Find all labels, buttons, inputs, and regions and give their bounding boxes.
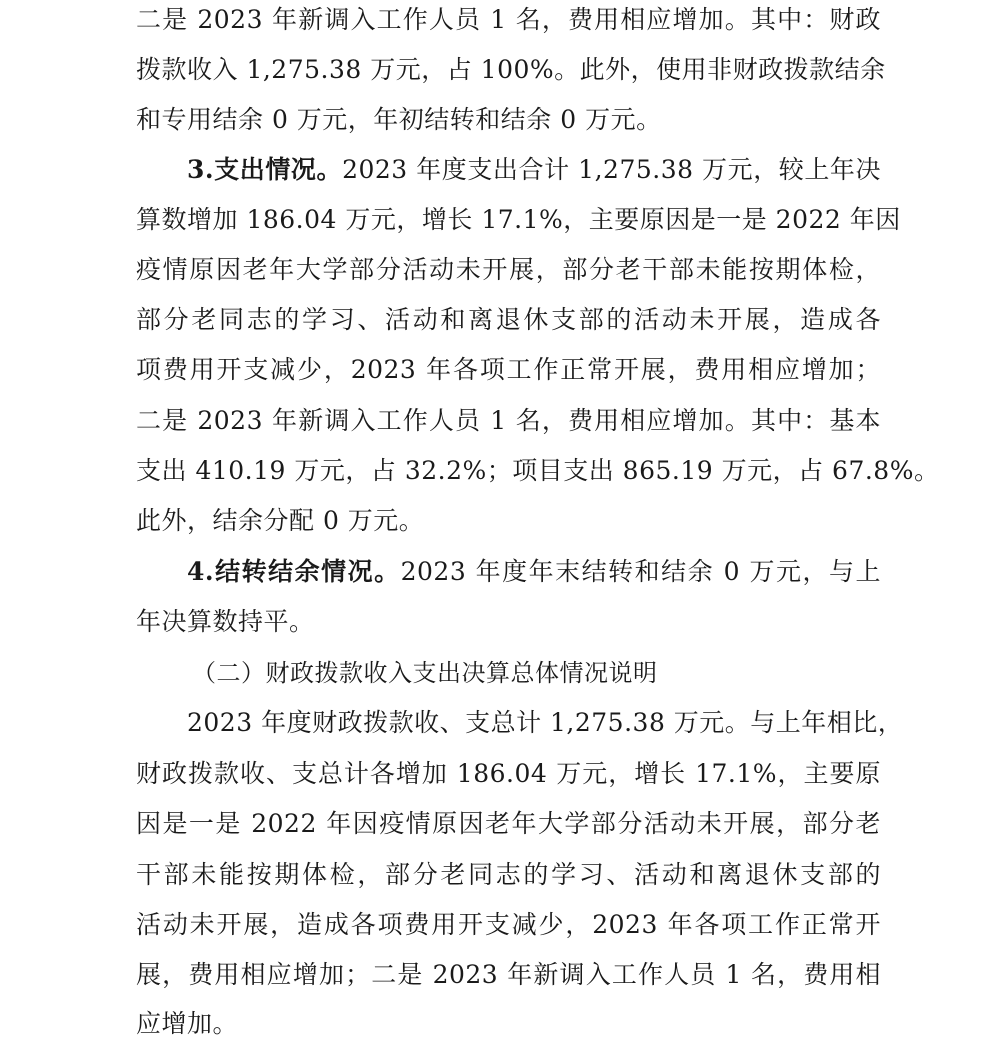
text-line: 应增加。 [136, 1009, 239, 1038]
text-line: 部分老同志的学习、活动和离退休支部的活动未开展，造成各 [136, 305, 881, 334]
text-line: 二是 2023 年新调入工作人员 1 名，费用相应增加。其中：基本 [136, 406, 881, 435]
text-line: 年决算数持平。 [136, 607, 315, 636]
carryover-first-line [187, 554, 881, 590]
text-line: 活动未开展，造成各项费用开支减少，2023 年各项工作正常开 [136, 910, 881, 939]
carryover-first-line-text: 2023 年度年末结转和结余 0 万元，与上 [400, 557, 881, 586]
text-line: 项费用开支减少，2023 年各项工作正常开展，费用相应增加； [136, 355, 881, 384]
expense-first-line-text: 2023 年度支出合计 1,275.38 万元，较上年决 [342, 155, 881, 184]
text-line: 二是 2023 年新调入工作人员 1 名，费用相应增加。其中：财政 [136, 5, 881, 34]
text-line: 干部未能按期体检，部分老同志的学习、活动和离退休支部的 [136, 860, 881, 889]
text-line: 展，费用相应增加；二是 2023 年新调入工作人员 1 名，费用相 [136, 960, 881, 989]
text-line: 疫情原因老年大学部分活动未开展，部分老干部未能按期体检， [136, 255, 881, 284]
text-line: 此外，结余分配 0 万元。 [136, 506, 425, 535]
carryover-heading: 4.结转结余情况。 [187, 557, 401, 586]
text-line: 因是一是 2022 年因疫情原因老年大学部分活动未开展，部分老 [136, 809, 881, 838]
text-line: 拨款收入 1,275.38 万元，占 100%。此外，使用非财政拨款结余 [136, 55, 886, 84]
text-line: 财政拨款收、支总计各增加 186.04 万元，增长 17.1%，主要原 [136, 759, 881, 788]
text-line: 算数增加 186.04 万元，增长 17.1%，主要原因是一是 2022 年因 [136, 205, 901, 234]
expense-first-line [187, 152, 881, 188]
text-line: 支出 410.19 万元，占 32.2%；项目支出 865.19 万元，占 67.8%。 [136, 456, 940, 485]
text-line: 2023 年度财政拨款收、支总计 1,275.38 万元。与上年相比， [187, 708, 904, 737]
section-title: （二）财政拨款收入支出决算总体情况说明 [192, 659, 658, 687]
text-line: 和专用结余 0 万元，年初结转和结余 0 万元。 [136, 105, 662, 134]
expense-heading: 3.支出情况。 [187, 155, 343, 184]
